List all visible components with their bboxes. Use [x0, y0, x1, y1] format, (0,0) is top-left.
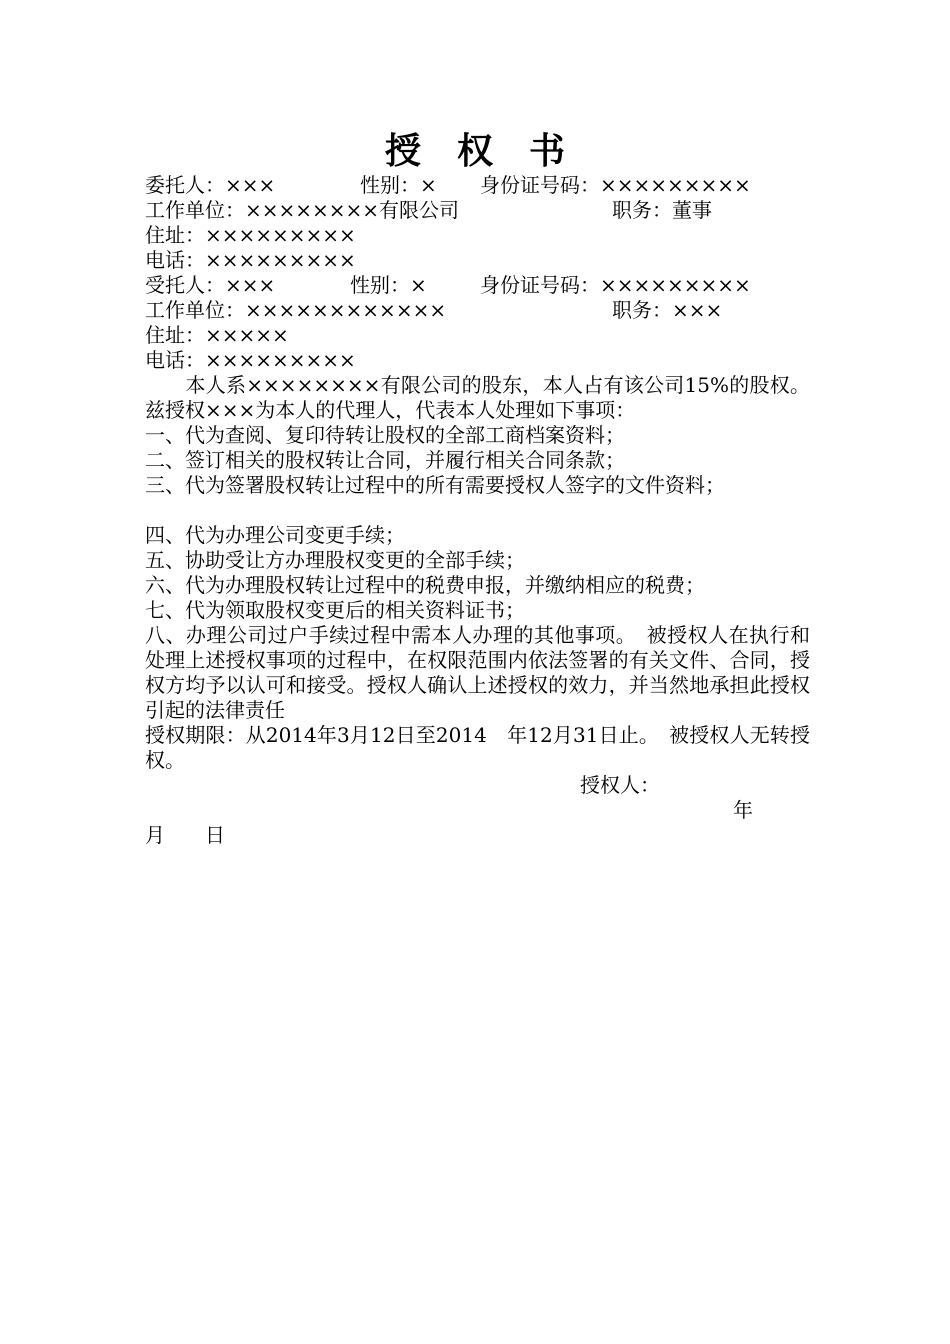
principal-phone: 电话：××××××××× [145, 248, 356, 272]
document-body [145, 173, 810, 848]
intro-paragraph: 本人系××××××××有限公司的股东，本人占有该公司15%的股权。兹授权×××为本人的代理人，代表本人处理如下事项： [145, 373, 810, 422]
agent-row-1 [145, 273, 810, 298]
agent-id: 身份证号码：××××××××× [480, 273, 751, 297]
agent-phone: 电话：××××××××× [145, 348, 356, 372]
list-item: 五、协助受让方办理股权变更的全部手续； [145, 548, 525, 572]
principal-row-2 [145, 198, 810, 223]
term-paragraph: 授权期限：从2014年3月12日至2014 年12月31日止。 被授权人无转授权。 [145, 723, 810, 772]
date-month-day: 月 日 [145, 823, 225, 847]
item-8-paragraph: 八、办理公司过户手续过程中需本人办理的其他事项。 被授权人在执行和处理上述授权事项的过程中，在权限范围内依法签署的有关文件、合同，授权方均予以认可和接受。授权人确认上述授权的效力，并当然地承担此授权引起的法律责任 [145, 623, 810, 722]
list-item: 三、代为签署股权转让过程中的所有需要授权人签字的文件资料； [145, 473, 725, 497]
principal-row-1 [145, 173, 810, 198]
blank-line [145, 498, 810, 523]
list-item: 四、代为办理公司变更手续； [145, 523, 405, 547]
agent-address: 住址：××××× [145, 323, 289, 347]
agent-row-2 [145, 298, 810, 323]
principal-gender: 性别：× [360, 173, 437, 197]
principal-position: 职务：董事 [612, 198, 712, 222]
agent-position: 职务：××× [612, 298, 723, 322]
agent-name: 受托人：××× [145, 273, 276, 297]
list-item: 一、代为查阅、复印待转让股权的全部工商档案资料； [145, 423, 625, 447]
list-item: 二、签订相关的股权转让合同，并履行相关合同条款； [145, 448, 625, 472]
signature-label: 授权人： [580, 773, 660, 797]
principal-address: 住址：××××××××× [145, 223, 356, 247]
agent-gender: 性别：× [350, 273, 427, 297]
list-item: 六、代为办理股权转让过程中的税费申报，并缴纳相应的税费； [145, 573, 705, 597]
date-year: 年 [733, 798, 753, 822]
principal-work: 工作单位：××××××××有限公司 [145, 198, 460, 222]
document-title: 授 权 书 [384, 130, 565, 172]
principal-id: 身份证号码：××××××××× [480, 173, 751, 197]
agent-work: 工作单位：×××××××××××× [145, 298, 447, 322]
list-item: 七、代为领取股权变更后的相关资料证书； [145, 598, 525, 622]
principal-name: 委托人：××× [145, 173, 276, 197]
